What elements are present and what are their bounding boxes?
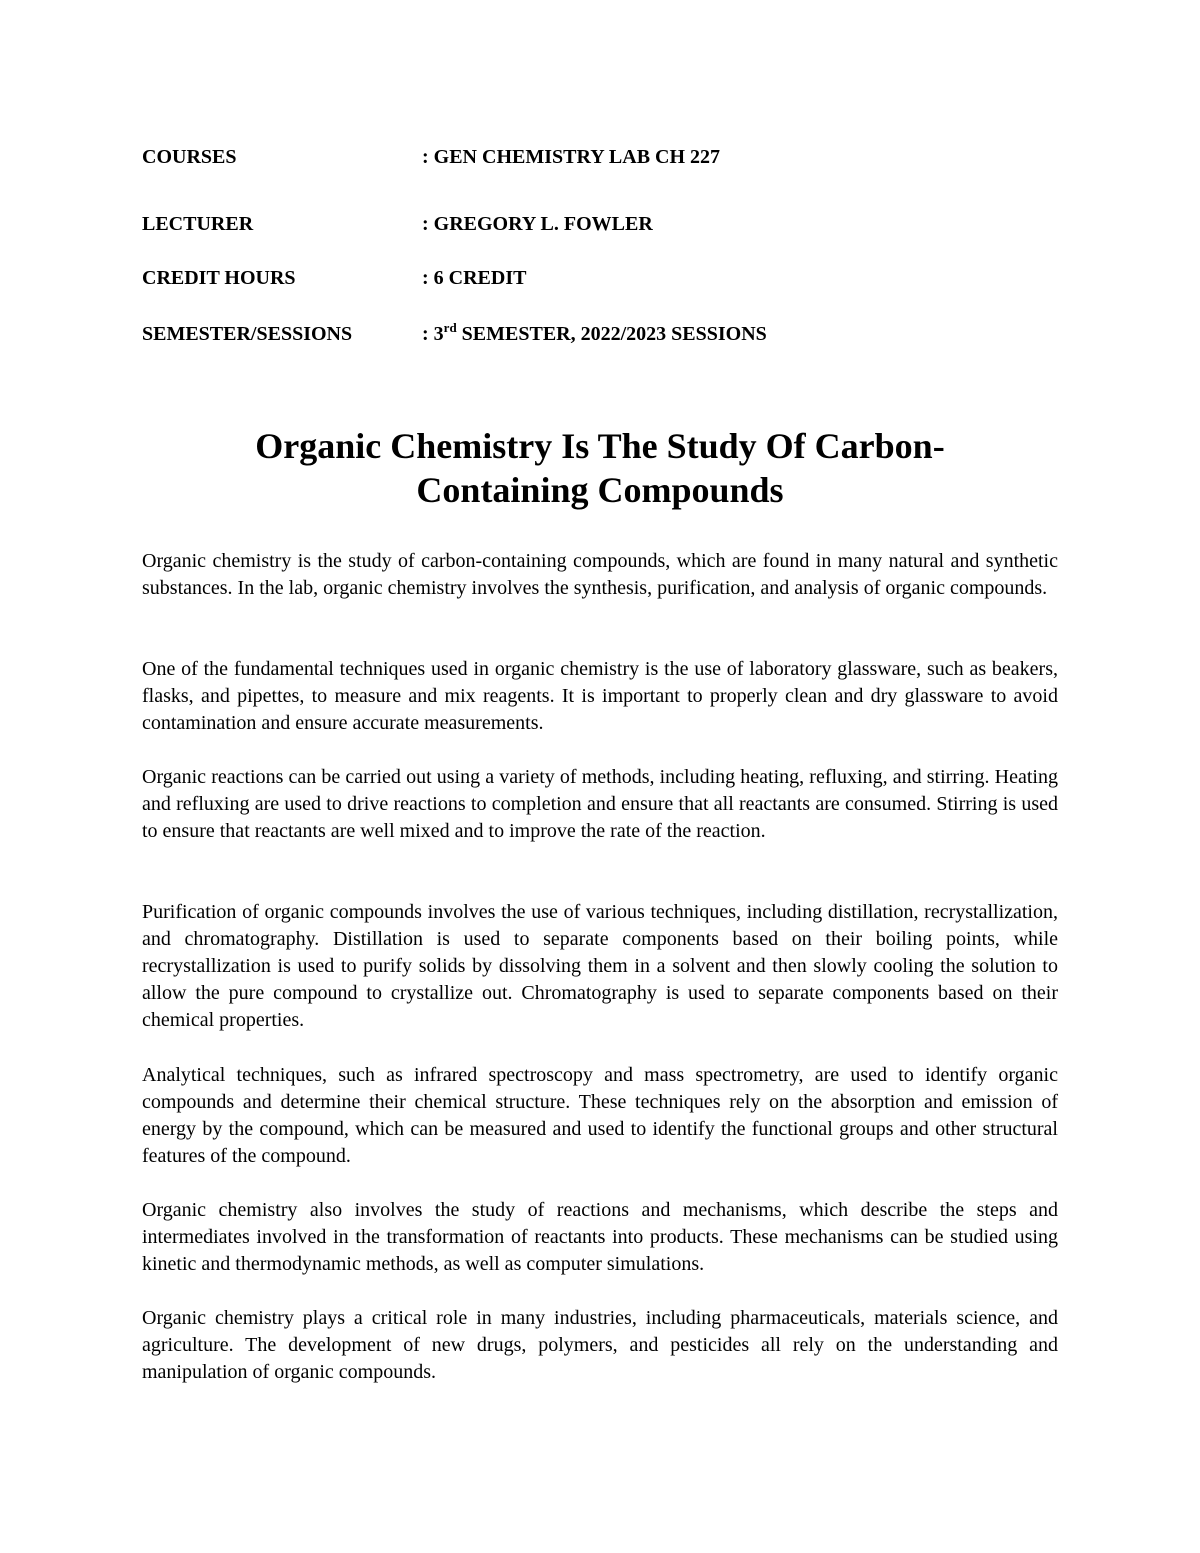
credit-hours-label: CREDIT HOURS	[142, 267, 296, 289]
courses-value: : GEN CHEMISTRY LAB CH 227	[422, 146, 721, 168]
semester-value-suffix: SEMESTER, 2022/2023 SESSIONS	[456, 323, 767, 345]
paragraph-7: Organic chemistry plays a critical role in many industries, including pharmaceuticals, materials science, and agriculture. The development of new drugs, polymers, and pesticides all rely on the understanding and manipulation of organic compounds.	[142, 1307, 1058, 1383]
semester-label: SEMESTER/SESSIONS	[142, 323, 353, 345]
title-line-1: Organic Chemistry Is The Study Of Carbon-	[255, 426, 945, 466]
paragraph-5: Analytical techniques, such as infrared spectroscopy and mass spectrometry, are used to identify organic compounds and determine their chemical structure. These techniques rely on the absorption and emission of energy by the compound, which can be measured and used to identify the functional groups and other structural features of the compound.	[142, 1064, 1058, 1167]
title-line-2: Containing Compounds	[416, 470, 784, 510]
semester-value	[422, 322, 767, 346]
semester-ordinal-suffix: rd	[443, 320, 457, 335]
paragraph-3: Organic reactions can be carried out using a variety of methods, including heating, refluxing, and stirring. Heating and refluxing are used to drive reactions to completion and ensure that all reactants are consumed. Stirring is used to ensure that reactants are well mixed and to improve the rate of the reaction.	[142, 766, 1058, 842]
lecturer-label: LECTURER	[142, 213, 254, 235]
paragraph-2: One of the fundamental techniques used in organic chemistry is the use of laboratory glassware, such as beakers, flasks, and pipettes, to measure and mix reagents. It is important to properly clean and dry glassware to avoid contamination and ensure accurate measurements.	[142, 658, 1058, 734]
paragraph-1: Organic chemistry is the study of carbon-containing compounds, which are found in many natural and synthetic substances. In the lab, organic chemistry involves the synthesis, purification, and analysis of organic compounds.	[142, 550, 1058, 599]
semester-value-prefix: : 3	[422, 323, 444, 345]
credit-hours-value: : 6 CREDIT	[422, 267, 527, 289]
paragraph-4: Purification of organic compounds involves the use of various techniques, including distillation, recrystallization, and chromatography. Distillation is used to separate components based on their boiling points, while recrystallization is used to purify solids by dissolving them in a solvent and then slowly cooling the solution to allow the pure compound to crystallize out. Chromatography is used to separate components based on their chemical properties.	[142, 901, 1058, 1031]
document-title	[142, 424, 1058, 512]
courses-label: COURSES	[142, 146, 237, 168]
lecturer-value: : GREGORY L. FOWLER	[422, 213, 653, 235]
paragraph-6: Organic chemistry also involves the study of reactions and mechanisms, which describe the steps and intermediates involved in the transformation of reactants into products. These mechanisms can be studied using kinetic and thermodynamic methods, as well as computer simulations.	[142, 1199, 1058, 1275]
